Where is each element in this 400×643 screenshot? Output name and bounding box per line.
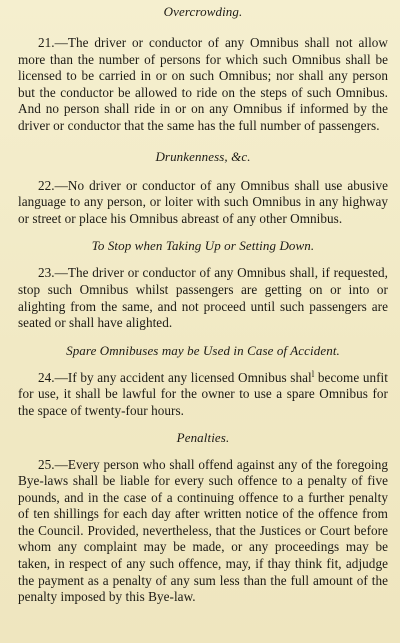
heading-overcrowding: Overcrowding. — [163, 4, 243, 19]
bylaw-24-text-end: become unfit for use, it shall be lawful for the owner to use a spare Omnibus for the space of twenty-four hours. — [18, 369, 388, 418]
bylaw-25-text: 25.—Every person who shall offend against any of the foregoing Bye-laws shall be liable for every such offence to a penalty of five pounds, and in the case of a continuing offence to a further penalty of ten shillings for each day after written notice of the offence from the Council. Provided, nevertheless, that the Justices or Court before whom any complaint may be made, or any proceedings may be taken, in respect of any such offence, may, if thay think fit, adjudge the payment as a penalty of any sum less than the full amount of the penalty imposed by this Bye-law. — [18, 456, 388, 605]
heading-spare-omnibuses: Spare Omnibuses may be Used in Case of Accident. — [66, 342, 340, 358]
bylaw-24-text-start: 24.—If by any accident any licensed Omnibus shal — [38, 369, 312, 385]
heading-drunkenness: Drunkenness, &c. — [155, 148, 251, 164]
bylaw-24-raised-letter: l — [311, 368, 315, 379]
heading-to-stop: To Stop when Taking Up or Setting Down. — [91, 238, 315, 254]
heading-penalties: Penalties. — [176, 429, 230, 445]
bylaw-24-text — [18, 370, 388, 420]
bylaw-22-text: 22.—No driver or conductor of any Omnibus shall use abusive language to any person, or loiter with such Omnibus in any highway or street or place his Omnibus abreast of any other Omnibus. — [18, 177, 388, 226]
bylaw-23-text: 23.—The driver or conductor of any Omnibus shall, if requested, stop such Omnibus whilst passengers are getting on or into or alighting from the same, and not proceed until such passengers are seated or shall have alighted. — [18, 265, 388, 331]
bylaw-21-text: 21.—The driver or conductor of any Omnibus shall not allow more than the number of persons for which such Omnibus shall be licensed to be carried in or on such Omnibus; nor shall any person but the conductor be allowed to ride on the steps of such Omnibus. And no person shall ride in or on any Omnibus if informed by the driver or conductor that the same has the full number of passengers. — [18, 35, 388, 133]
